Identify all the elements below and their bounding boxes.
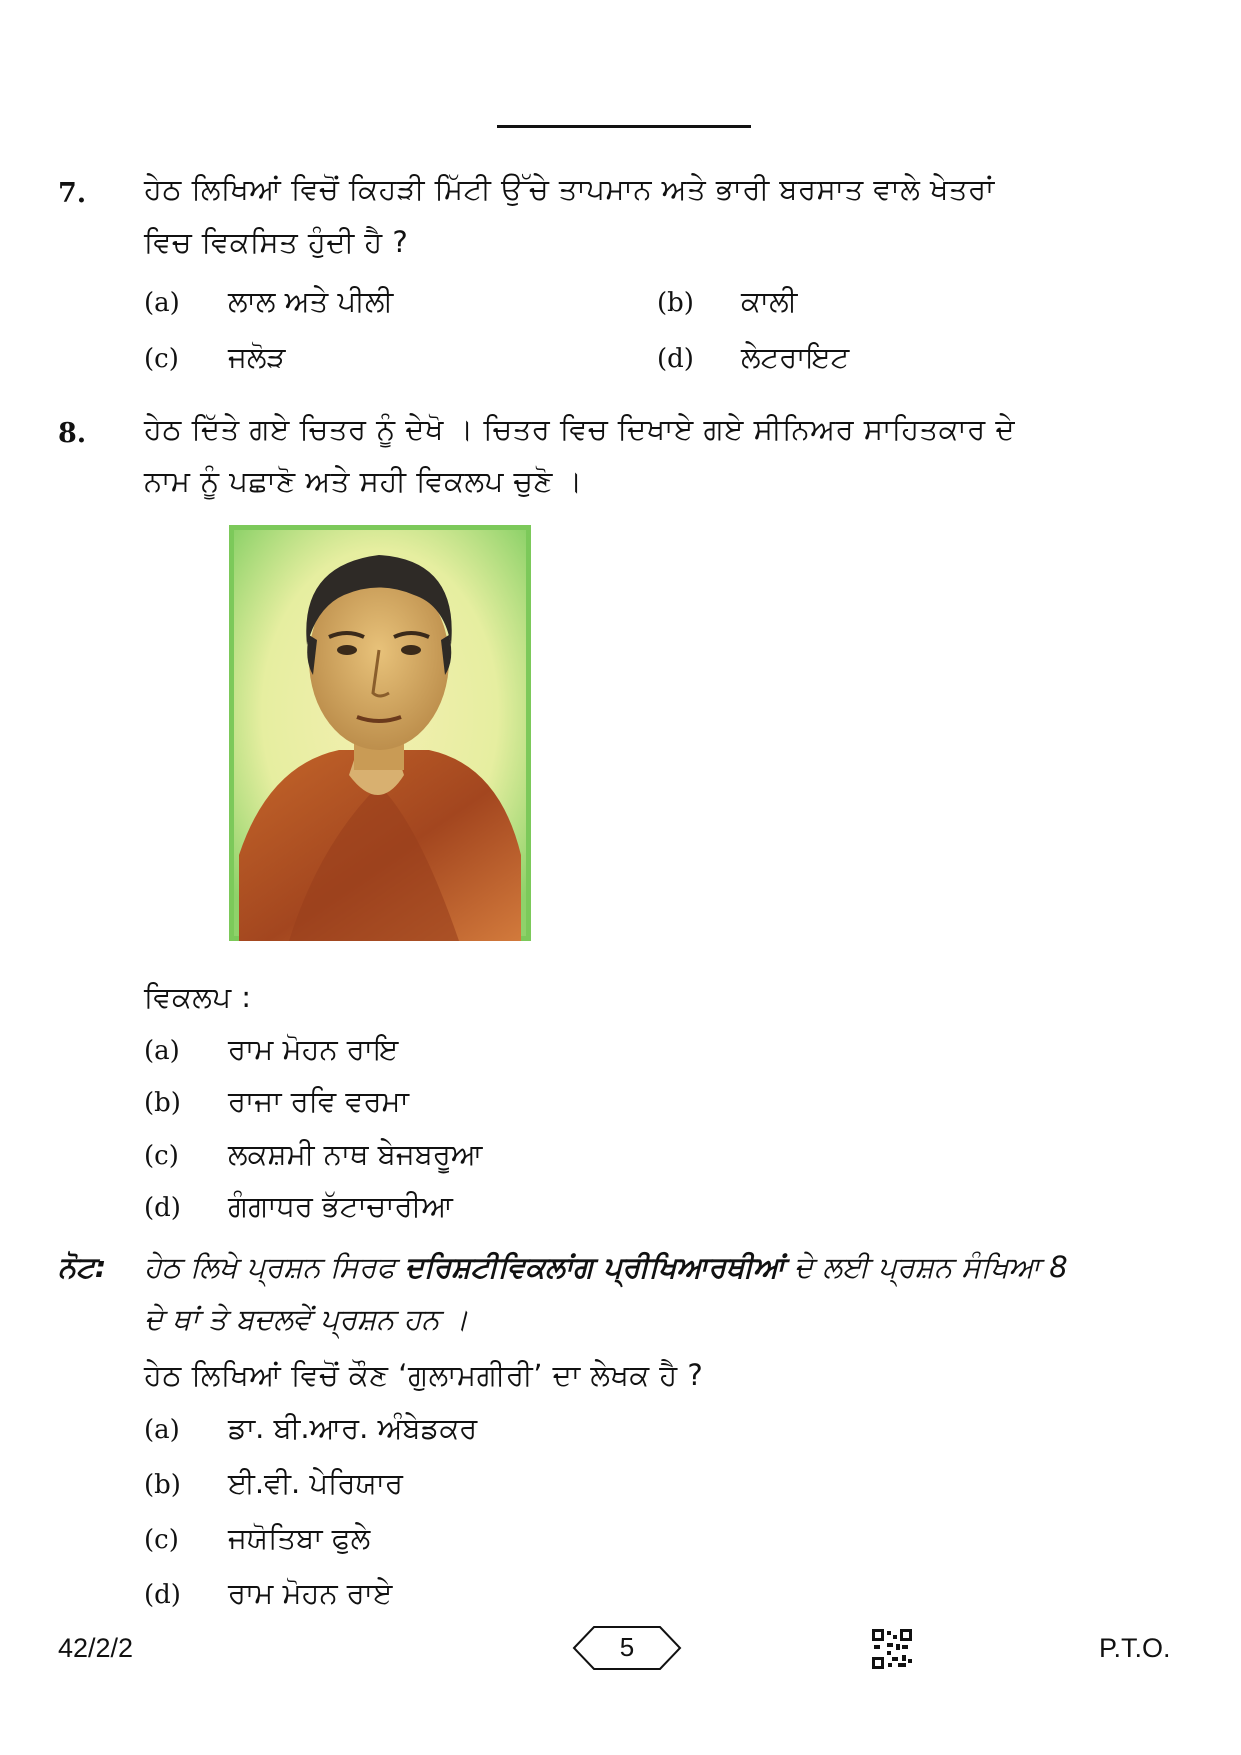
pto-label: P.T.O. — [1099, 1633, 1171, 1663]
portrait-image — [229, 525, 531, 941]
q8-option-b-letter: (b) — [144, 1088, 181, 1118]
q7-option-c-text: ਜਲੋੜ — [228, 340, 286, 374]
q8-option-b-text: ਰਾਜਾ ਰਵਿ ਵਰਮਾ — [228, 1084, 409, 1118]
note-line1-part2: ਦੇ ਲਈ ਪ੍ਰਸ਼ਨ ਸੰਖਿਆ 8 — [793, 1250, 1068, 1284]
q7-option-a-text: ਲਾਲ ਅਤੇ ਪੀਲੀ — [228, 284, 394, 318]
alt-option-b-text: ਈ.ਵੀ. ਪੇਰਿਯਾਰ — [228, 1466, 404, 1500]
alt-option-a-text: ਡਾ. ਬੀ.ਆਰ. ਅੰਬੇਡਕਰ — [228, 1411, 478, 1445]
alt-option-c-letter: (c) — [144, 1525, 179, 1555]
q7-option-b-letter: (b) — [657, 288, 694, 318]
qr-code-icon — [872, 1629, 912, 1669]
q8-option-d-text: ਗੰਗਾਧਰ ਭੱਟਾਚਾਰੀਆ — [228, 1189, 453, 1223]
note-line1-bold: ਦਰਿਸ਼ਟੀਵਿਕਲਾਂਗ ਪ੍ਰੀਖਿਆਰਥੀਆਂ — [404, 1250, 785, 1284]
alt-option-a-letter: (a) — [144, 1415, 180, 1445]
question-8-number: 8. — [58, 418, 87, 449]
note-line1-part1: ਹੇਠ ਲਿਖੇ ਪ੍ਰਸ਼ਨ ਸਿਰਫ — [144, 1250, 396, 1284]
options-label: ਵਿਕਲਪ : — [144, 980, 252, 1014]
q7-option-b-text: ਕਾਲੀ — [741, 284, 798, 318]
alt-option-b-letter: (b) — [144, 1470, 181, 1500]
q8-option-a-letter: (a) — [144, 1036, 180, 1066]
alt-option-c-text: ਜਯੋਤਿਬਾ ਫੁਲੇ — [228, 1521, 371, 1555]
question-8-text-line1: ਹੇਠ ਦਿੱਤੇ ਗਏ ਚਿਤਰ ਨੂੰ ਦੇਖੋ । ਚਿਤਰ ਵਿਚ ਦਿਖਾਏ ਗਏ ਸੀਨਿਅਰ ਸਾਹਿਤਕਾਰ ਦੇ — [144, 412, 1016, 446]
q8-option-a-text: ਰਾਮ ਮੋਹਨ ਰਾਇ — [228, 1032, 399, 1066]
q8-option-c-text: ਲਕਸ਼ਮੀ ਨਾਥ ਬੇਜਬਰੂਆ — [228, 1137, 483, 1171]
note-line2: ਦੇ ਥਾਂ ਤੇ ਬਦਲਵੇਂ ਪ੍ਰਸ਼ਨ ਹਨ । — [144, 1302, 469, 1336]
q8-option-d-letter: (d) — [144, 1193, 181, 1223]
question-7-text-line1: ਹੇਠ ਲਿਖਿਆਂ ਵਿਚੋਂ ਕਿਹੜੀ ਮਿੱਟੀ ਉੱਚੇ ਤਾਪਮਾਨ ਅਤੇ ਭਾਰੀ ਬਰਸਾਤ ਵਾਲੇ ਖੇਤਰਾਂ — [144, 172, 995, 206]
paper-code: 42/2/2 — [58, 1633, 134, 1663]
question-7-number: 7. — [58, 178, 87, 209]
q7-option-d-letter: (d) — [657, 344, 694, 374]
alt-option-d-letter: (d) — [144, 1580, 181, 1610]
question-7-text-line2: ਵਿਚ ਵਿਕਸਿਤ ਹੁੰਦੀ ਹੈ ? — [144, 225, 409, 259]
alt-question-text: ਹੇਠ ਲਿਖਿਆਂ ਵਿਚੋਂ ਕੌਣ ‘ਗੁਲਾਮਗੀਰੀ’ ਦਾ ਲੇਖਕ ਹੈ ? — [144, 1358, 704, 1392]
q7-option-c-letter: (c) — [144, 344, 179, 374]
q7-option-d-text: ਲੇਟਰਾਇਟ — [741, 340, 850, 374]
note-label: ਨੋਟ: — [58, 1250, 107, 1284]
question-8-text-line2: ਨਾਮ ਨੂੰ ਪਛਾਣੋ ਅਤੇ ਸਹੀ ਵਿਕਲਪ ਚੁਣੋ । — [144, 464, 583, 498]
top-divider — [497, 125, 751, 128]
q8-option-c-letter: (c) — [144, 1141, 179, 1171]
alt-option-d-text: ਰਾਮ ਮੋਹਨ ਰਾਏ — [228, 1576, 393, 1610]
q7-option-a-letter: (a) — [144, 288, 180, 318]
page-number: 5 — [619, 1632, 635, 1662]
note-line1 — [144, 1250, 1068, 1285]
